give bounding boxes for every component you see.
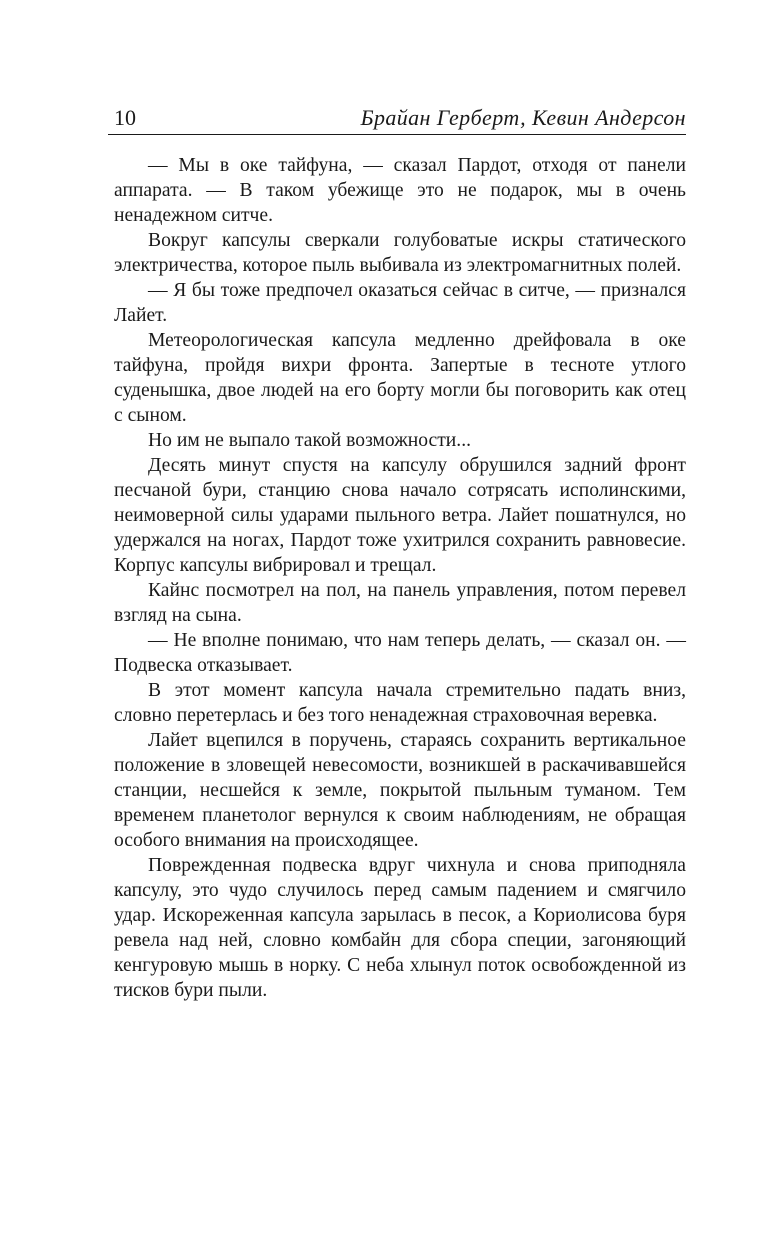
page-number: 10 (114, 105, 136, 130)
header-rule (108, 134, 686, 135)
paragraph: Вокруг капсулы сверкали голубоватые искры статического электричества, которое пыль выбивала из электромагнитных полей. (114, 230, 686, 276)
paragraph: В этот момент капсула начала стремительно падать вниз, словно перетерлась и без того ненадежная страховочная веревка. (114, 680, 686, 726)
paragraph: — Мы в оке тайфуна, — сказал Пардот, отходя от панели аппарата. — В таком убежище это не подарок, мы в очень ненадежном ситче. (114, 155, 686, 226)
body-text (114, 153, 686, 1003)
paragraph: Лайет вцепился в поручень, стараясь сохранить вертикальное положение в зловещей невесомости, возникшей в раскачивавшейся станции, несшейся к земле, покрытой пыльным туманом. Тем временем планетолог вернулся к своим наблюдениям, не обращая особого внимания на происходящее. (114, 730, 686, 851)
running-head: Брайан Герберт, Кевин Андерсон (360, 105, 686, 130)
paragraph: Поврежденная подвеска вдруг чихнула и снова приподняла капсулу, это чудо случилось перед самым падением и смягчило удар. Искореженная капсула зарылась в песок, а Кориолисова буря ревела над ней, словно комбайн для сбора специи, загоняющий кенгуровую мышь в норку. С неба хлынул поток освобожденной из тисков бури пыли. (114, 855, 686, 1001)
paragraph: — Я бы тоже предпочел оказаться сейчас в ситче, — признался Лайет. (114, 280, 686, 326)
page-header (108, 104, 686, 136)
paragraph: — Не вполне понимаю, что нам теперь делать, — сказал он. — Подвеска отказывает. (114, 630, 686, 676)
paragraph: Десять минут спустя на капсулу обрушился задний фронт песчаной бури, станцию снова начало сотрясать исполинскими, неимоверной силы ударами пыльного ветра. Лайет пошатнулся, но удержался на ногах, Пардот тоже ухитрился сохранить равновесие. Корпус капсулы вибрировал и трещал. (114, 455, 686, 576)
paragraph: Метеорологическая капсула медленно дрейфовала в оке тайфуна, пройдя вихри фронта. Запертые в тесноте утлого суденышка, двое людей на его борту могли бы поговорить как отец с сыном. (114, 330, 686, 426)
paragraph: Но им не выпало такой возможности... (148, 430, 471, 451)
paragraph: Кайнс посмотрел на пол, на панель управления, потом перевел взгляд на сына. (114, 580, 686, 626)
